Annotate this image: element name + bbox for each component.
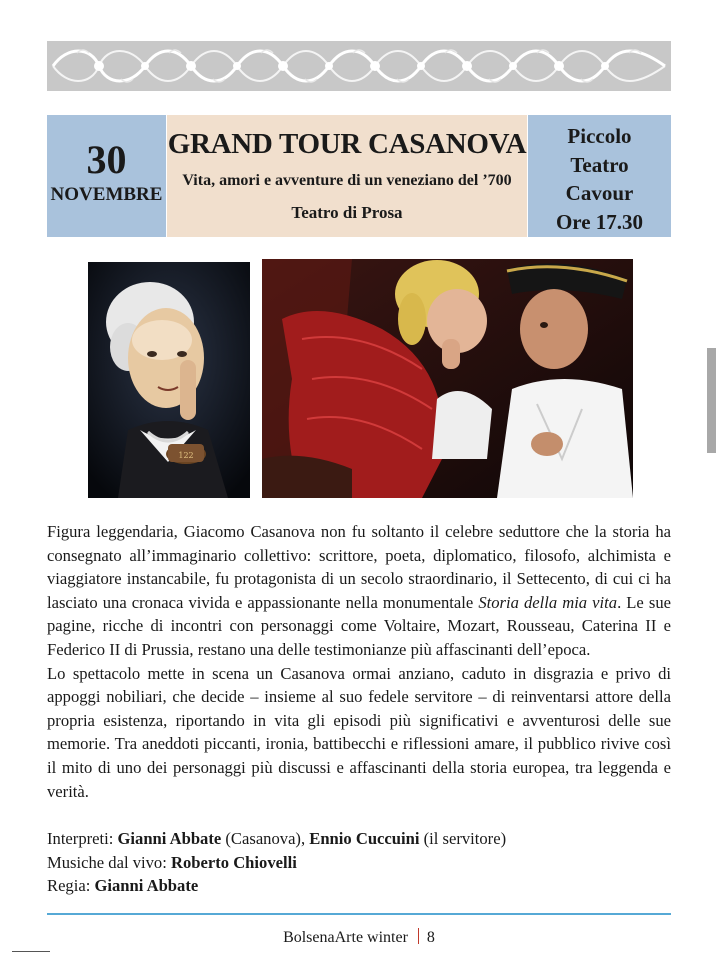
description-text: . Le sue pagine, ricche di incontri con personaggi come Voltaire, Mozart, Rousseau, Caterina II e Federico II di Prussia, restano una delle testimonianze più affascinanti dell’epoca.: [47, 592, 671, 659]
credit-role: (Casanova),: [221, 829, 310, 848]
credits: [47, 827, 671, 898]
event-subtitle: Vita, amori e avventure di un veneziano del ’700: [182, 172, 512, 189]
book-title: Storia della mia vita: [478, 592, 618, 612]
footer-separator: [418, 928, 419, 944]
description-paragraph: Lo spettacolo mette in scena un Casanova ormai anziano, caduto in disgrazia e privo di appoggi nobiliari, che decide – insieme al suo fedele servitore – di reinventarsi attore della propria esistenza, riportando in vita gli episodi più significativi e avventurosi delle sue memorie. Tra aneddoti piccanti, ironia, battibecchi e riflessioni amare, il pubblico rivive così il mito di uno dei personaggi più discussi e affascinanti della storia europea, tra leggenda e verità.: [47, 663, 671, 801]
event-time: Ore 17.30: [555, 209, 644, 234]
description-paragraph: [47, 520, 671, 662]
credit-name: Gianni Abbate: [94, 876, 199, 896]
venue-line: Piccolo: [567, 124, 632, 148]
corner-mark: [12, 951, 50, 952]
event-description: [47, 520, 671, 803]
page-footer: [0, 928, 718, 948]
credit-label: Interpreti:: [47, 829, 118, 848]
event-header: [47, 115, 671, 237]
page-edge-tab: [707, 348, 716, 453]
credit-label: Musiche dal vivo:: [47, 852, 171, 872]
venue-line: Teatro: [570, 152, 629, 177]
description-text: Figura leggendaria, Giacomo Casanova non fu soltanto il celebre seduttore che la storia ha consegnato all’immaginario collettivo: scrittore, poeta, diplomatico, filosofo, alchimista e viaggiatore instancabile, fu protagonista di un secolo straordinario, il Settecento, di cui ci ha lasciato una cronaca vivida e appassionante nella monumentale: [47, 522, 671, 612]
footer-divider: [47, 913, 671, 915]
page-number: 8: [426, 929, 435, 946]
event-title: GRAND TOUR CASANOVA: [167, 128, 527, 160]
credit-performers: [47, 827, 671, 851]
svg-text:122: 122: [178, 451, 194, 460]
credit-name: Roberto Chiovelli: [170, 852, 297, 872]
venue-line: Cavour: [565, 181, 634, 205]
decorative-ornament-banner: [47, 41, 671, 91]
credit-role: (il servitore): [419, 829, 507, 848]
casanova-portrait-image: [88, 262, 250, 498]
event-day: 30: [86, 137, 127, 182]
credit-music: [47, 851, 671, 875]
credit-direction: [47, 874, 671, 898]
stage-scene-image: [262, 259, 633, 498]
credit-name: Gianni Abbate: [117, 829, 222, 848]
date-box: [47, 115, 166, 237]
event-genre: Teatro di Prosa: [291, 203, 403, 222]
venue-box: [528, 115, 671, 237]
title-box: [167, 115, 527, 237]
credit-name: Ennio Cuccuini: [309, 829, 420, 848]
credit-label: Regia:: [47, 876, 95, 896]
event-month: NOVEMBRE: [50, 184, 163, 205]
publication-name: BolsenaArte winter: [283, 929, 408, 946]
